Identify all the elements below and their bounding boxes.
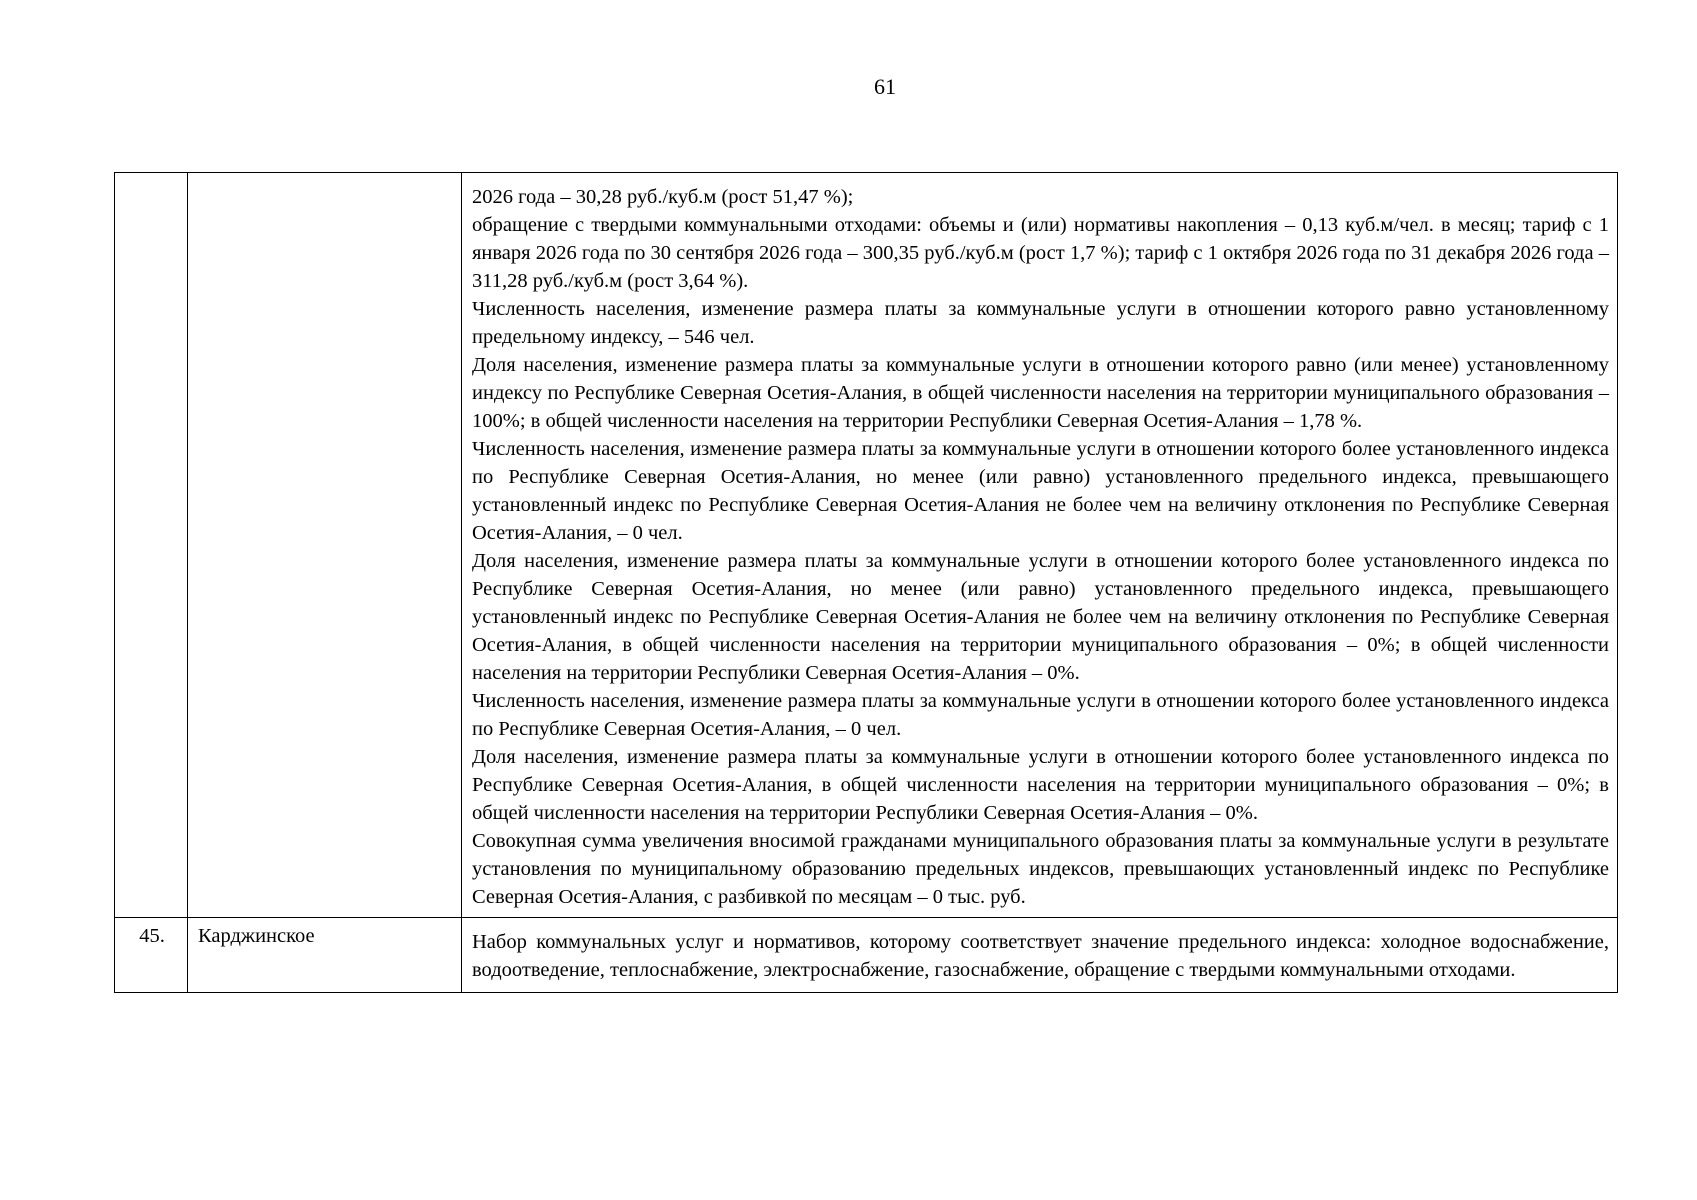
paragraph: обращение с твердыми коммунальными отходами: объемы и (или) нормативы накопления – 0,13 куб.м/чел. в месяц; тариф с 1 января 2026 года по 30 сентября 2026 года – 300,35 руб./куб.м (рост 1,7 %); тариф с 1 октября 2026 года по 31 декабря 2026 года –311,28 руб./куб.м (рост 3,64 %). — [472, 214, 1609, 292]
paragraph: Численность населения, изменение размера платы за коммунальные услуги в отношении которого равно установленному предельному индексу, – 546 чел. — [472, 298, 1609, 348]
paragraph: Численность населения, изменение размера платы за коммунальные услуги в отношении которого более установленного индекса по Республике Северная Осетия-Алания, – 0 чел. — [472, 690, 1609, 740]
paragraph: Набор коммунальных услуг и нормативов, которому соответствует значение предельного индекса: холодное водоснабжение, водоотведение, теплоснабжение, электроснабжение, газоснабжение, обращение с твердыми коммунальными отходами. — [472, 931, 1609, 981]
table-row — [115, 918, 1618, 993]
row-number-cell: 45. — [115, 918, 188, 993]
paragraph: Совокупная сумма увеличения вносимой гражданами муниципального образования платы за коммунальные услуги в результате установления по муниципальному образованию предельных индексов, превышающих установленный индекс по Республике Северная Осетия-Алания, с разбивкой по месяцам – 0 тыс. руб. — [472, 830, 1609, 908]
paragraph: Доля населения, изменение размера платы за коммунальные услуги в отношении которого более установленного индекса по Республике Северная Осетия-Алания, но менее (или равно) установленного предельного индекса, превышающего установленный индекс по Республике Северная Осетия-Алания не более чем на величину отклонения по Республике Северная Осетия-Алания, в общей численности населения на территории муниципального образования – 0%; в общей численности населения на территории Республики Северная Осетия-Алания – 0%. — [472, 550, 1609, 684]
paragraph: Доля населения, изменение размера платы за коммунальные услуги в отношении которого более установленного индекса по Республике Северная Осетия-Алания, в общей численности населения на территории муниципального образования – 0%; в общей численности населения на территории Республики Северная Осетия-Алания – 0%. — [472, 746, 1609, 824]
row-number-cell — [115, 173, 188, 918]
paragraph: Доля населения, изменение размера платы за коммунальные услуги в отношении которого равно (или менее) установленному индексу по Республике Северная Осетия-Алания, в общей численности населения на территории муниципального образования – 100%; в общей численности населения на территории Республики Северная Осетия-Алания – 1,78 %. — [472, 354, 1609, 432]
paragraph: 2026 года – 30,28 руб./куб.м (рост 51,47 %); — [472, 186, 854, 208]
table-row — [115, 173, 1618, 918]
description-cell — [462, 918, 1618, 993]
municipality-name-cell: Карджинское — [188, 918, 462, 993]
municipalities-table — [114, 172, 1618, 993]
municipality-name-cell — [188, 173, 462, 918]
description-cell — [462, 173, 1618, 918]
page-number: 61 — [874, 74, 896, 99]
paragraph: Численность населения, изменение размера платы за коммунальные услуги в отношении которого более установленного индекса по Республике Северная Осетия-Алания, но менее (или равно) установленного предельного индекса, превышающего установленный индекс по Республике Северная Осетия-Алания не более чем на величину отклонения по Республике Северная Осетия-Алания, – 0 чел. — [472, 438, 1609, 544]
